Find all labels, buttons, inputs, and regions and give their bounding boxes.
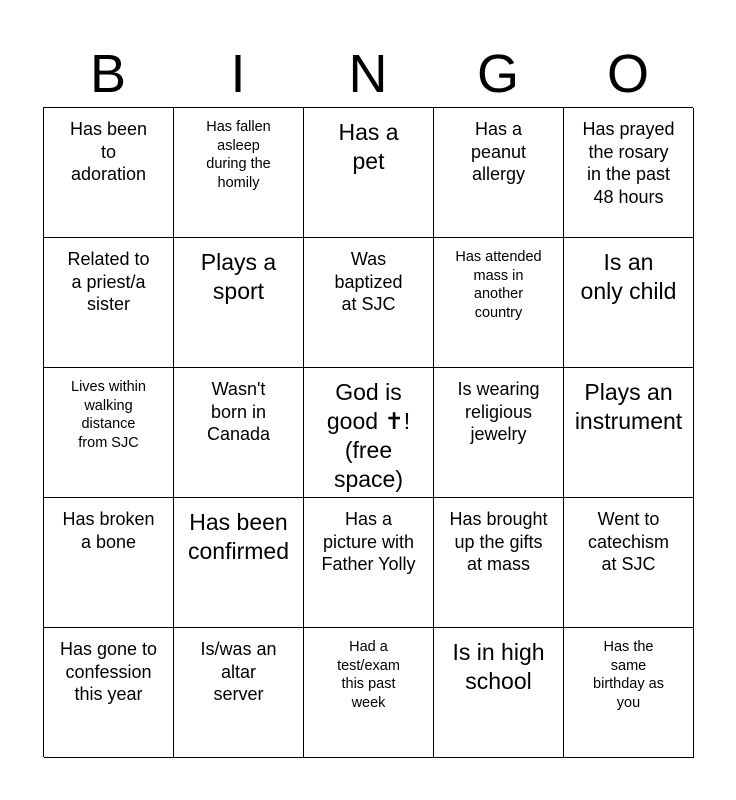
cell-text: Is wearing religious jewelry (457, 379, 540, 444)
cell-text: Had a test/exam this past week (337, 639, 400, 711)
bingo-cell[interactable] (434, 108, 564, 238)
free-space-cell[interactable] (304, 368, 434, 498)
bingo-cell[interactable] (564, 498, 694, 628)
cell-text: Has been to adoration (69, 119, 148, 184)
header-letter-g: G (476, 44, 519, 104)
cell-text: Is/was an altar server (200, 639, 277, 704)
bingo-cell[interactable] (434, 238, 564, 368)
cell-text: Was baptized at SJC (334, 249, 403, 314)
cell-text: Went to catechism at SJC (587, 509, 670, 574)
bingo-cell[interactable] (434, 368, 564, 498)
bingo-cell[interactable] (174, 238, 304, 368)
bingo-cell[interactable] (304, 238, 434, 368)
cell-text: Has prayed the rosary in the past 48 hours (582, 119, 675, 207)
bingo-cell[interactable] (44, 628, 174, 758)
bingo-header (43, 40, 693, 108)
header-letter-o: O (606, 44, 649, 104)
cell-text: Has been confirmed (188, 509, 289, 564)
header-letter-b: B (89, 44, 127, 104)
cell-text: Related to a priest/a sister (67, 249, 150, 314)
bingo-cell[interactable] (564, 238, 694, 368)
cell-text: Is an only child (580, 249, 677, 304)
cell-text: Has fallen asleep during the homily (206, 119, 271, 191)
cell-text: Has gone to confession this year (59, 639, 158, 704)
bingo-cell[interactable] (44, 498, 174, 628)
bingo-cell[interactable] (304, 628, 434, 758)
cell-text: Plays an instrument (574, 379, 683, 434)
cell-text: Has a peanut allergy (470, 119, 527, 184)
cell-text: Has brought up the gifts at mass (449, 509, 548, 574)
cell-text: Has a pet (338, 119, 399, 174)
bingo-cell[interactable] (174, 628, 304, 758)
bingo-cell[interactable] (44, 368, 174, 498)
bingo-cell[interactable] (174, 498, 304, 628)
bingo-grid (43, 107, 693, 757)
bingo-cell[interactable] (304, 498, 434, 628)
header-letter-n: N (348, 44, 388, 104)
bingo-cell[interactable] (304, 108, 434, 238)
cell-text: Has the same birthday as you (593, 639, 664, 711)
bingo-cell[interactable] (174, 108, 304, 238)
bingo-cell[interactable] (434, 628, 564, 758)
bingo-cell[interactable] (564, 108, 694, 238)
cell-text: Lives within walking distance from SJC (71, 379, 146, 451)
cell-text: Has broken a bone (62, 509, 155, 552)
cell-text: Has a picture with Father Yolly (321, 509, 416, 574)
bingo-cell[interactable] (564, 368, 694, 498)
cell-text: Wasn't born in Canada (206, 379, 271, 444)
bingo-cell[interactable] (44, 238, 174, 368)
cell-text: Has attended mass in another country (455, 249, 542, 321)
free-space-text: God is good ✝! (free space) (326, 379, 411, 492)
bingo-cell[interactable] (44, 108, 174, 238)
cell-text: Is in high school (452, 639, 545, 694)
bingo-cell[interactable] (434, 498, 564, 628)
bingo-cell[interactable] (564, 628, 694, 758)
header-letter-i: I (230, 44, 246, 104)
cell-text: Plays a sport (200, 249, 277, 304)
bingo-cell[interactable] (174, 368, 304, 498)
